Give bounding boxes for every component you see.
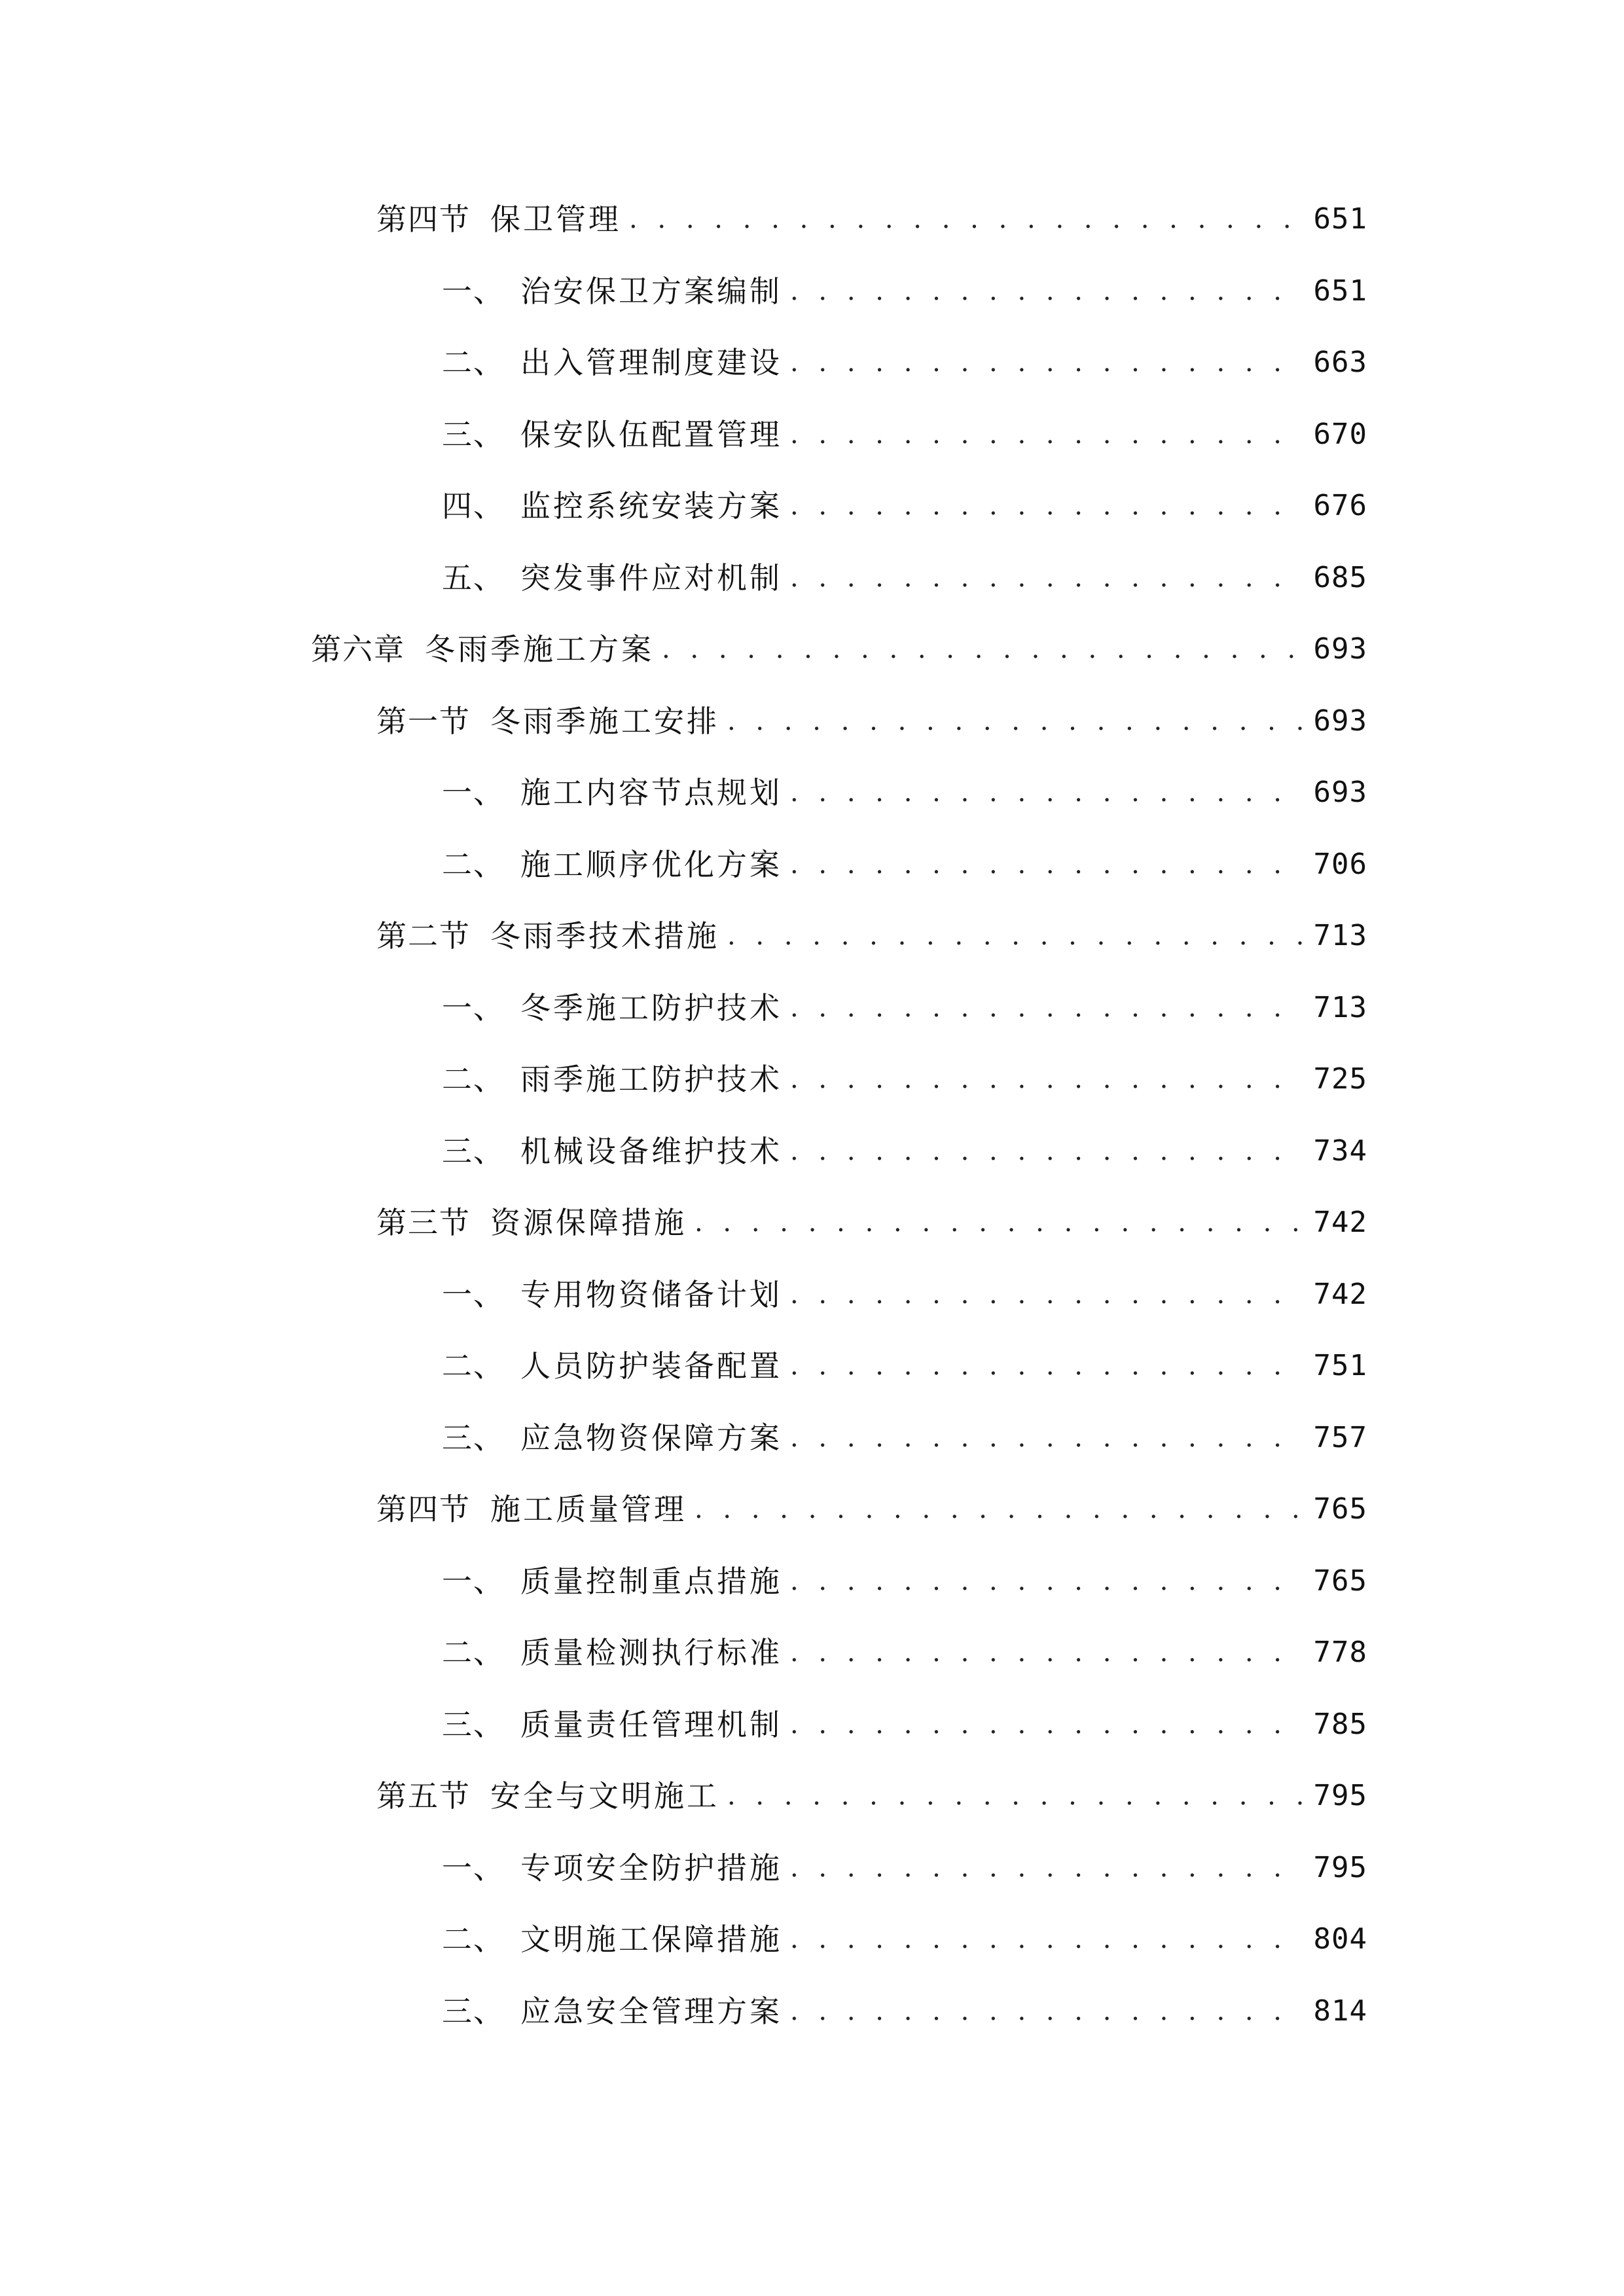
toc-entry-number: 二、 (442, 1922, 505, 1957)
toc-entry[interactable] (0, 1555, 1624, 1627)
toc-entry-number: 一、 (442, 775, 505, 810)
toc-entry-title: 质量责任管理机制 (520, 1706, 782, 1742)
toc-entry-page: 685 (1313, 560, 1367, 594)
dot-leader (727, 1770, 1302, 1822)
dot-leader (790, 1842, 1302, 1894)
toc-entry-page: 670 (1313, 417, 1367, 451)
toc-entry-number: 三、 (442, 1133, 505, 1169)
dot-leader (790, 336, 1302, 389)
toc-entry-number: 二、 (442, 846, 505, 882)
toc-entry-number: 三、 (442, 1706, 505, 1742)
dot-leader (790, 1268, 1302, 1321)
dot-leader (790, 408, 1302, 461)
toc-entry[interactable] (0, 1412, 1624, 1484)
toc-entry-number: 一、 (442, 990, 505, 1026)
toc-entry-number: 三、 (442, 1993, 505, 2029)
toc-entry-page: 693 (1313, 704, 1367, 738)
toc-entry-page: 765 (1313, 1564, 1367, 1598)
toc-entry-number: 第五节 (376, 1778, 471, 1814)
toc-entry-title: 质量检测执行标准 (520, 1635, 782, 1670)
dot-leader (790, 1985, 1302, 2037)
toc-entry-number: 第二节 (376, 918, 471, 954)
dot-leader (790, 1626, 1302, 1679)
toc-entry-title: 施工质量管理 (490, 1492, 687, 1527)
dot-leader (662, 623, 1302, 675)
toc-entry-page: 663 (1313, 346, 1367, 379)
table-of-contents (0, 193, 1624, 2056)
toc-entry[interactable] (0, 336, 1624, 408)
toc-entry-title: 资源保障措施 (490, 1205, 687, 1240)
toc-entry-number: 一、 (442, 1563, 505, 1599)
toc-entry[interactable] (0, 408, 1624, 480)
toc-entry[interactable] (0, 1196, 1624, 1268)
dot-leader (629, 193, 1302, 245)
dot-leader (790, 480, 1302, 532)
toc-entry[interactable] (0, 1770, 1624, 1842)
toc-entry-number: 第四节 (376, 202, 471, 237)
toc-entry-title: 治安保卫方案编制 (520, 273, 782, 309)
toc-entry-page: 651 (1313, 274, 1367, 308)
toc-entry-page: 706 (1313, 847, 1367, 881)
dot-leader (790, 1913, 1302, 1965)
dot-leader (790, 838, 1302, 891)
toc-entry-number: 二、 (442, 345, 505, 380)
toc-entry-number: 二、 (442, 1348, 505, 1384)
dot-leader (695, 1483, 1302, 1535)
toc-entry-title: 施工顺序优化方案 (520, 846, 782, 882)
toc-entry-title: 应急物资保障方案 (520, 1420, 782, 1456)
toc-entry-page: 713 (1313, 919, 1367, 952)
toc-entry-page: 734 (1313, 1134, 1367, 1168)
dot-leader (695, 1196, 1302, 1249)
toc-entry-title: 冬季施工防护技术 (520, 990, 782, 1026)
toc-entry-number: 第六章 (311, 632, 405, 667)
toc-entry-title: 施工内容节点规划 (520, 775, 782, 810)
toc-entry-number: 五、 (442, 560, 505, 596)
toc-entry[interactable] (0, 695, 1624, 767)
toc-entry-page: 795 (1313, 1850, 1367, 1884)
toc-entry[interactable] (0, 265, 1624, 337)
toc-entry-number: 三、 (442, 1420, 505, 1456)
dot-leader (790, 552, 1302, 604)
toc-entry-number: 第三节 (376, 1205, 471, 1240)
toc-entry-title: 保卫管理 (490, 202, 621, 237)
toc-entry[interactable] (0, 480, 1624, 552)
toc-entry-title: 文明施工保障措施 (520, 1922, 782, 1957)
toc-entry-title: 应急安全管理方案 (520, 1993, 782, 2029)
toc-entry-page: 785 (1313, 1707, 1367, 1741)
toc-entry-page: 778 (1313, 1636, 1367, 1669)
toc-entry-title: 冬雨季技术措施 (490, 918, 719, 954)
toc-entry[interactable] (0, 1698, 1624, 1770)
toc-entry[interactable] (0, 193, 1624, 265)
dot-leader (790, 1053, 1302, 1105)
toc-entry-number: 一、 (442, 273, 505, 309)
dot-leader (790, 1125, 1302, 1177)
toc-entry-title: 专用物资储备计划 (520, 1276, 782, 1312)
toc-entry-page: 751 (1313, 1349, 1367, 1382)
dot-leader (790, 1412, 1302, 1464)
toc-entry-number: 一、 (442, 1850, 505, 1886)
toc-entry-title: 雨季施工防护技术 (520, 1062, 782, 1097)
dot-leader (727, 910, 1302, 962)
toc-entry[interactable] (0, 1268, 1624, 1340)
toc-entry-page: 795 (1313, 1779, 1367, 1812)
toc-entry-number: 第四节 (376, 1492, 471, 1527)
toc-entry[interactable] (0, 1913, 1624, 1985)
toc-entry-page: 725 (1313, 1062, 1367, 1096)
toc-entry[interactable] (0, 623, 1624, 695)
toc-entry[interactable] (0, 982, 1624, 1054)
toc-entry-page: 757 (1313, 1420, 1367, 1454)
toc-entry-page: 742 (1313, 1277, 1367, 1311)
toc-entry-number: 一、 (442, 1276, 505, 1312)
toc-entry[interactable] (0, 838, 1624, 910)
toc-entry-title: 冬雨季施工方案 (425, 632, 654, 667)
dot-leader (790, 1340, 1302, 1392)
dot-leader (790, 1555, 1302, 1607)
toc-entry-title: 质量控制重点措施 (520, 1563, 782, 1599)
toc-entry-page: 651 (1313, 202, 1367, 236)
toc-entry[interactable] (0, 910, 1624, 982)
toc-entry-title: 冬雨季施工安排 (490, 703, 719, 739)
toc-entry-number: 四、 (442, 488, 505, 524)
toc-entry[interactable] (0, 1483, 1624, 1555)
toc-entry-number: 三、 (442, 416, 505, 452)
toc-entry-number: 二、 (442, 1635, 505, 1670)
toc-entry-title: 突发事件应对机制 (520, 560, 782, 596)
toc-entry[interactable] (0, 1125, 1624, 1197)
toc-entry-title: 保安队伍配置管理 (520, 416, 782, 452)
toc-entry-page: 814 (1313, 1994, 1367, 2028)
toc-entry-number: 第一节 (376, 703, 471, 739)
toc-entry-page: 765 (1313, 1492, 1367, 1526)
toc-entry-title: 监控系统安装方案 (520, 488, 782, 524)
toc-entry-title: 专项安全防护措施 (520, 1850, 782, 1886)
dot-leader (790, 982, 1302, 1034)
toc-entry[interactable] (0, 552, 1624, 624)
toc-entry-title: 人员防护装备配置 (520, 1348, 782, 1384)
toc-entry[interactable] (0, 1842, 1624, 1914)
toc-entry[interactable] (0, 766, 1624, 838)
toc-entry-page: 713 (1313, 990, 1367, 1024)
dot-leader (790, 1698, 1302, 1751)
toc-entry-page: 742 (1313, 1206, 1367, 1239)
toc-entry[interactable] (0, 1985, 1624, 2057)
toc-entry-title: 出入管理制度建设 (520, 345, 782, 380)
toc-entry-title: 安全与文明施工 (490, 1778, 719, 1814)
toc-entry[interactable] (0, 1053, 1624, 1125)
toc-entry-page: 676 (1313, 489, 1367, 522)
dot-leader (790, 265, 1302, 317)
toc-entry-page: 693 (1313, 632, 1367, 666)
toc-entry-title: 机械设备维护技术 (520, 1133, 782, 1169)
dot-leader (790, 766, 1302, 819)
toc-entry-page: 804 (1313, 1922, 1367, 1956)
dot-leader (727, 695, 1302, 747)
toc-entry-page: 693 (1313, 776, 1367, 809)
toc-entry[interactable] (0, 1626, 1624, 1698)
toc-entry-number: 二、 (442, 1062, 505, 1097)
toc-entry[interactable] (0, 1340, 1624, 1412)
